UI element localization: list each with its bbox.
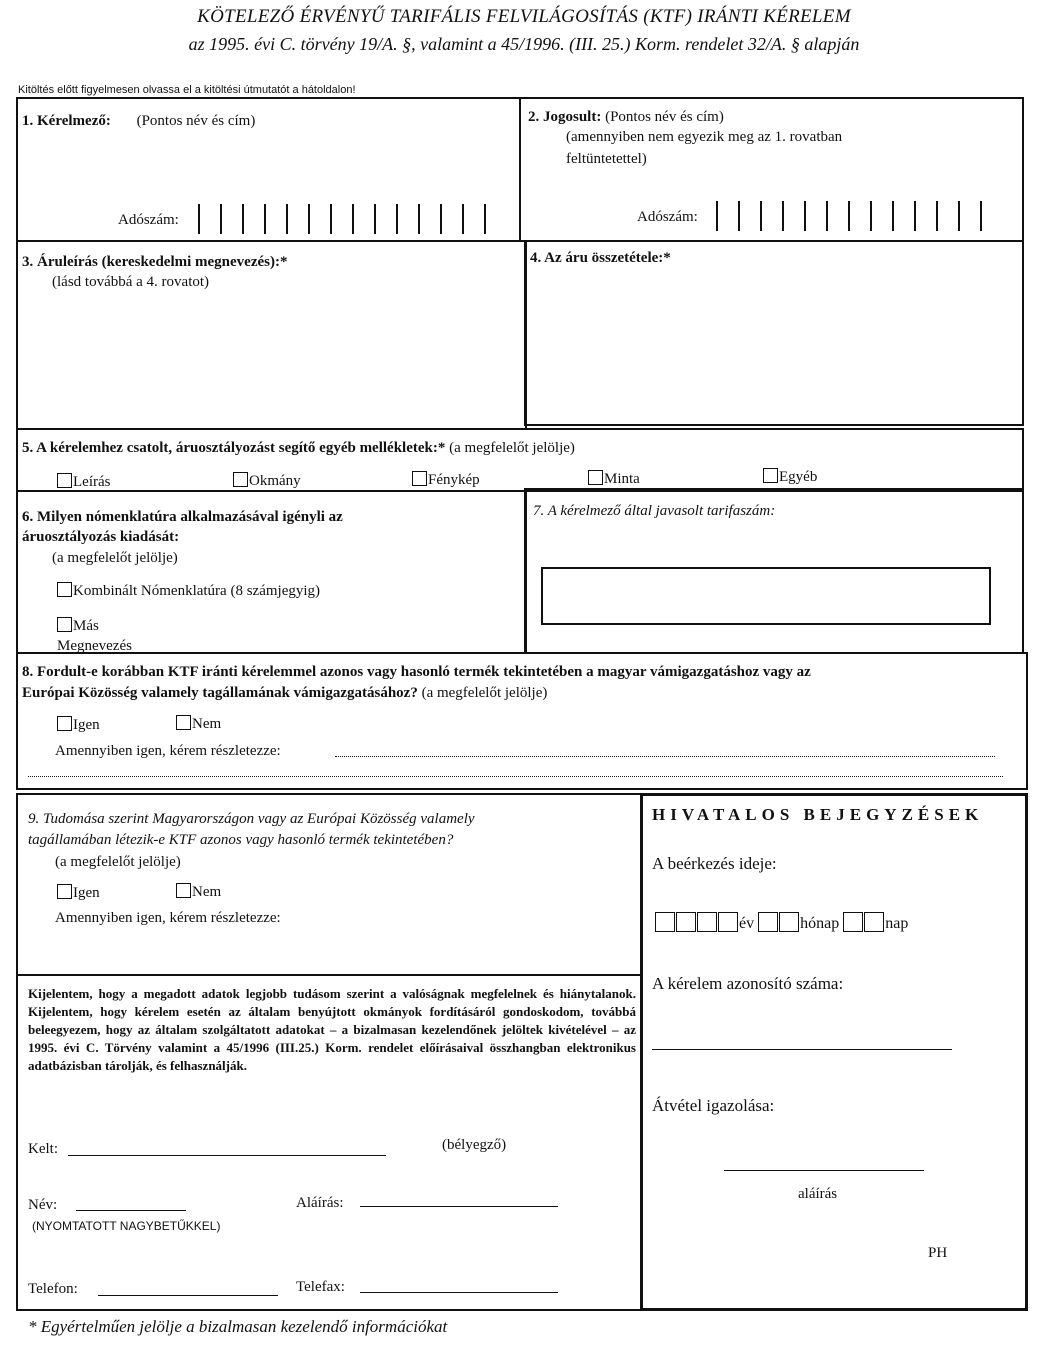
- nomenclature-name-label: Megnevezés: [57, 638, 132, 654]
- section-4-composition[interactable]: [524, 240, 1024, 426]
- name-line[interactable]: [76, 1210, 186, 1211]
- section-2-note: (amennyiben nem egyezik meg az 1. rovatban: [566, 129, 843, 145]
- fax-line[interactable]: [360, 1292, 558, 1293]
- declaration-text: Kijelentem, hogy a megadott adatok legjobb tudásom szerint a valóságnak megfelelnek és hiánytalanok. Kijelentem, hogy kérelem esetén az általam benyújtott okmányok fordításáról gondoskodom, továbbá beleegyezem, hogy az általam szolgáltatott adatokat – a bizalmasan kezelendőnek jelöltek kivételével – az 1995. évi C. Törvény valamint a 45/1996 (III.25.) Korm. rendelet előírásaival összhangban elektronikus adatbázisban tárolják, és felhasználják.: [28, 986, 636, 1073]
- section-5-title: 5. A kérelemhez csatolt, áruosztályozást segítő egyéb mellékletek:* (a megfelelőt jelölje): [22, 440, 575, 456]
- section-2-tax-number-cells[interactable]: [716, 201, 1002, 231]
- section-1-tax-label: Adószám:: [118, 212, 179, 228]
- date-label: Kelt:: [28, 1141, 58, 1157]
- arrival-date-fields[interactable]: év hónap nap: [655, 912, 908, 933]
- fax-label: Telefax:: [296, 1279, 345, 1295]
- signature-label: Aláírás:: [296, 1195, 344, 1211]
- section-9-yes-checkbox[interactable]: Igen: [57, 884, 100, 902]
- request-id-label: A kérelem azonosító száma:: [652, 974, 844, 993]
- section-2-note-cont: feltüntetettel): [566, 151, 647, 167]
- checkbox-combined-nomenclature[interactable]: Kombinált Nómenklatúra (8 számjegyig): [57, 582, 320, 600]
- receipt-signature-line[interactable]: [724, 1170, 924, 1171]
- section-3-title: 3. Áruleírás (kereskedelmi megnevezés):*: [22, 254, 288, 270]
- section-9-title: 9. Tudomása szerint Magyarországon vagy az Európai Közösség valamely: [28, 811, 475, 827]
- section-2-label: 2. Jogosult: (Pontos név és cím): [528, 109, 724, 125]
- form-title: KÖTELEZŐ ÉRVÉNYŰ TARIFÁLIS FELVILÁGOSÍTÁS (KTF) IRÁNTI KÉRELEM: [197, 6, 851, 27]
- checkbox-fenykep[interactable]: Fénykép: [412, 471, 480, 489]
- block-letters-note: (NYOMTATOTT NAGYBETŰKKEL): [32, 1219, 221, 1233]
- section-6-note: (a megfelelőt jelölje): [52, 550, 178, 566]
- section-1-tax-number-cells[interactable]: [198, 204, 506, 234]
- signature-line[interactable]: [360, 1206, 558, 1207]
- section-9-title-cont: tagállamában létezik-e KTF azonos vagy hasonló termék tekintetében?: [28, 832, 454, 848]
- section-7-title: 7. A kérelmező által javasolt tarifaszám:: [533, 503, 776, 519]
- section-8-details-line-2[interactable]: [28, 776, 1003, 777]
- checkbox-leiras[interactable]: Leírás: [57, 473, 110, 491]
- checkbox-okmany[interactable]: Okmány: [233, 472, 301, 490]
- section-8-title: 8. Fordult-e korábban KTF iránti kérelemmel azonos vagy hasonló termék tekintetében a magyar vámigazgatáshoz vagy az: [22, 664, 811, 680]
- stamp-place-label: PH: [928, 1245, 948, 1261]
- section-3-note: (lásd továbbá a 4. rovatot): [52, 274, 210, 290]
- checkbox-other-nomenclature[interactable]: Más: [57, 617, 99, 635]
- section-8-details-label: Amennyiben igen, kérem részletezze:: [55, 743, 281, 759]
- name-label: Név:: [28, 1197, 58, 1213]
- date-line[interactable]: [68, 1155, 386, 1156]
- section-4-title: 4. Az áru összetétele:*: [530, 250, 671, 266]
- section-8-yes-checkbox[interactable]: Igen: [57, 716, 100, 734]
- request-id-line[interactable]: [652, 1049, 952, 1050]
- section-8-no-checkbox[interactable]: Nem: [176, 715, 221, 733]
- checkbox-egyeb[interactable]: Egyéb: [763, 468, 817, 486]
- stamp-label: (bélyegző): [442, 1137, 507, 1153]
- section-8-details-line-1[interactable]: [335, 756, 995, 757]
- receipt-label: Átvétel igazolása:: [652, 1096, 775, 1115]
- section-1-label: 1. Kérelmező: (Pontos név és cím): [22, 113, 256, 129]
- section-9-no-checkbox[interactable]: Nem: [176, 883, 221, 901]
- phone-label: Telefon:: [28, 1281, 78, 1297]
- section-6-title: 6. Milyen nómenklatúra alkalmazásával igényli az: [22, 509, 343, 525]
- confidentiality-footnote: * Egyértelműen jelölje a bizalmasan kezelendő információkat: [28, 1317, 448, 1336]
- instructions-hint: Kitöltés előtt figyelmesen olvassa el a kitöltési útmutatót a hátoldalon!: [18, 84, 356, 96]
- section-9-details-label: Amennyiben igen, kérem részletezze:: [55, 910, 281, 926]
- section-6-title-cont: áruosztályozás kiadását:: [22, 529, 180, 545]
- phone-line[interactable]: [98, 1295, 278, 1296]
- section-2-tax-label: Adószám:: [637, 209, 698, 225]
- section-8-title-cont: Európai Közösség valamely tagállamának vámigazgatásához? (a megfelelőt jelölje): [22, 685, 548, 701]
- form-subtitle: az 1995. évi C. törvény 19/A. §, valamint a 45/1996. (III. 25.) Korm. rendelet 32/A. § alapján: [188, 34, 860, 54]
- section-5-attachments: [16, 428, 1024, 492]
- checkbox-minta[interactable]: Minta: [588, 470, 640, 488]
- section-9-note: (a megfelelőt jelölje): [55, 854, 181, 870]
- arrival-date-label: A beérkezés ideje:: [652, 854, 777, 873]
- tariff-number-input[interactable]: [541, 567, 991, 625]
- receipt-signature-label: aláírás: [798, 1186, 838, 1202]
- official-entries-title: HIVATALOS BEJEGYZÉSEK: [652, 805, 984, 824]
